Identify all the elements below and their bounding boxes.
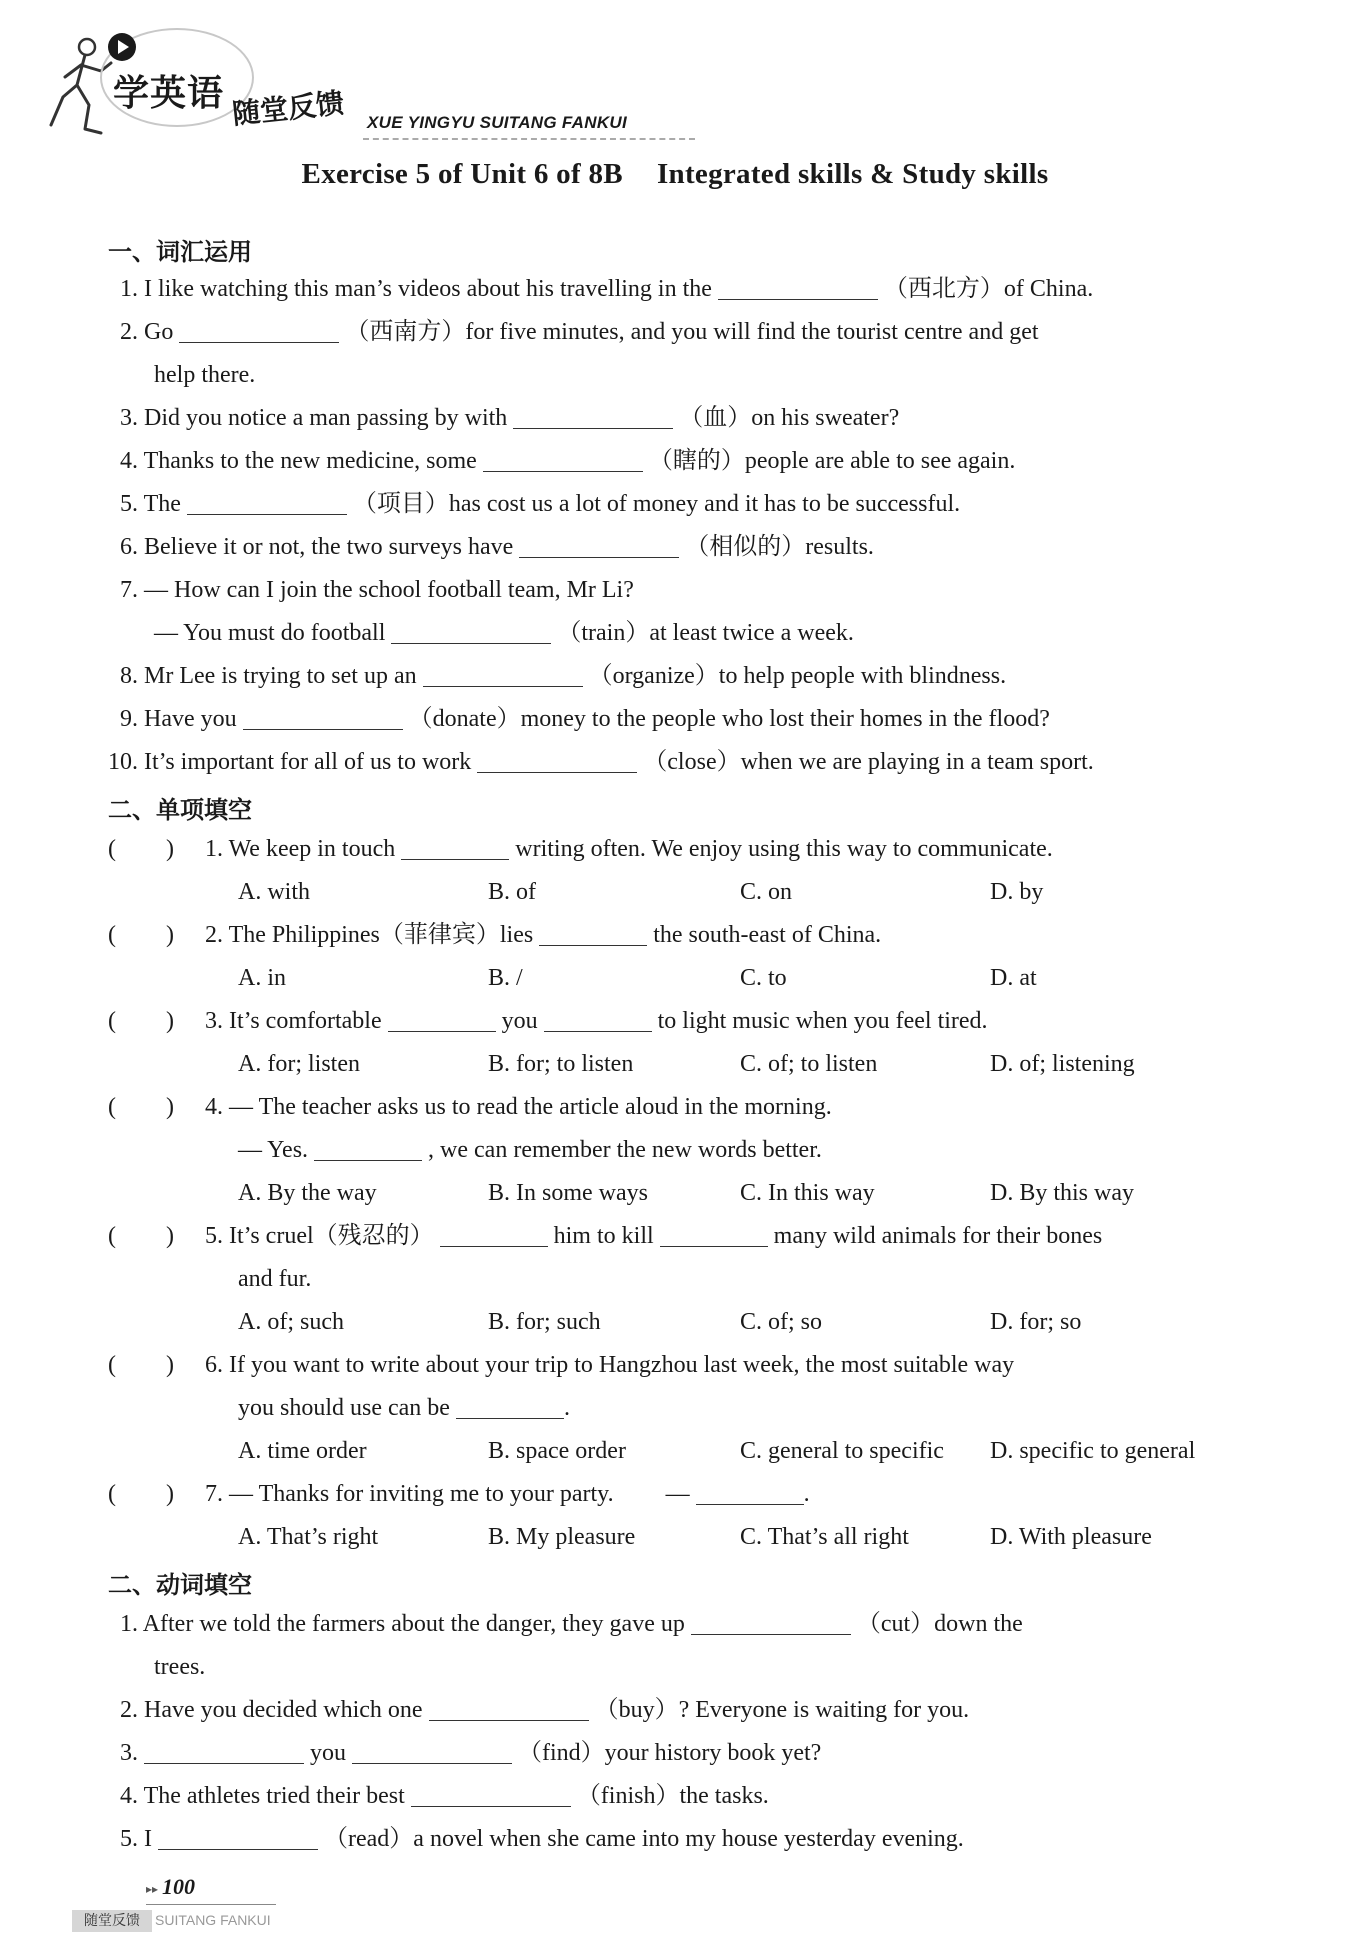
question-text: . xyxy=(563,1395,570,1421)
question-text: him to kill xyxy=(553,1223,654,1249)
option-d[interactable]: D. of; listening xyxy=(990,1051,1135,1077)
item-number: 5. xyxy=(120,491,138,517)
option-a[interactable]: A. time order xyxy=(238,1438,367,1464)
answer-blank[interactable] xyxy=(539,921,647,946)
question-text: the south-east of China. xyxy=(653,922,882,948)
answer-blank[interactable] xyxy=(440,1222,548,1247)
answer-blank[interactable] xyxy=(660,1222,768,1247)
answer-blank[interactable] xyxy=(314,1136,422,1161)
item-text: （西南方）for five minutes, and you will find the tourist centre and get xyxy=(345,319,1039,345)
mc-question-6: 6. If you want to write about your trip to Hangzhou last week, the most suitable way xyxy=(205,1352,1015,1378)
answer-blank[interactable] xyxy=(456,1394,564,1419)
option-d[interactable]: D. by xyxy=(990,879,1044,905)
verb-item-2 xyxy=(120,1693,969,1727)
vocab-item-3 xyxy=(120,401,899,435)
mc-question-7 xyxy=(205,1477,810,1511)
item-text: （find）your history book yet? xyxy=(518,1740,822,1766)
footer-badge: 随堂反馈 xyxy=(72,1910,152,1932)
answer-bracket[interactable]: ( ) xyxy=(108,1223,174,1249)
option-a[interactable]: A. That’s right xyxy=(238,1524,379,1550)
question-text: 5. It’s cruel（残忍的） xyxy=(205,1223,434,1249)
mc-question-5-continuation: and fur. xyxy=(238,1266,312,1292)
section-heading-verb-fill: 二、动词填空 xyxy=(108,1571,252,1599)
vocab-item-2 xyxy=(120,315,1039,349)
option-a[interactable]: A. in xyxy=(238,965,286,991)
option-c[interactable]: C. of; so xyxy=(740,1309,823,1335)
option-b[interactable]: B. for; such xyxy=(488,1309,601,1335)
answer-blank[interactable] xyxy=(243,705,403,730)
answer-blank[interactable] xyxy=(391,619,551,644)
item-text: After we told the farmers about the danger, they gave up xyxy=(142,1611,685,1637)
item-text: I xyxy=(144,1826,152,1852)
answer-blank[interactable] xyxy=(718,275,878,300)
option-a[interactable]: A. By the way xyxy=(238,1180,377,1206)
option-a[interactable]: A. for; listen xyxy=(238,1051,360,1077)
option-b[interactable]: B. My pleasure xyxy=(488,1524,636,1550)
mc-question-4: 4. — The teacher asks us to read the article aloud in the morning. xyxy=(205,1094,832,1120)
item-text: Go xyxy=(144,319,174,345)
item-number: 10. xyxy=(108,749,138,775)
item-number: 9. xyxy=(120,706,138,732)
option-d[interactable]: D. at xyxy=(990,965,1037,991)
item-text: （西北方）of China. xyxy=(883,276,1094,302)
option-c[interactable]: C. to xyxy=(740,965,787,991)
mc-question-3 xyxy=(205,1004,988,1038)
item-text: Thanks to the new medicine, some xyxy=(143,448,477,474)
question-text: — xyxy=(665,1481,690,1507)
option-d[interactable]: D. By this way xyxy=(990,1180,1134,1206)
option-a[interactable]: A. with xyxy=(238,879,310,905)
mc-question-2 xyxy=(205,918,881,952)
item-text: （瞎的）people are able to see again. xyxy=(648,448,1016,474)
option-c[interactable]: C. on xyxy=(740,879,793,905)
answer-bracket[interactable]: ( ) xyxy=(108,836,174,862)
option-b[interactable]: B. space order xyxy=(488,1438,626,1464)
double-arrow-icon: ▸▸ xyxy=(146,1882,159,1896)
mc-question-4-reply xyxy=(238,1133,822,1167)
item-number: 7. xyxy=(120,577,138,603)
item-text: you xyxy=(310,1740,346,1766)
option-b[interactable]: B. for; to listen xyxy=(488,1051,634,1077)
header-cn-subtitle: 随堂反馈 xyxy=(230,86,346,131)
title-part-1: Exercise 5 of Unit 6 of 8B xyxy=(301,158,623,190)
answer-bracket[interactable]: ( ) xyxy=(108,1352,174,1378)
item-text: — You must do football xyxy=(154,620,386,646)
question-text: to light music when you feel tired. xyxy=(657,1008,988,1034)
answer-blank[interactable] xyxy=(179,318,339,343)
item-number: 3. xyxy=(120,1740,138,1766)
item-text: The xyxy=(143,491,181,517)
item-number: 5. xyxy=(120,1826,138,1852)
question-text: many wild animals for their bones xyxy=(773,1223,1103,1249)
item-number: 6. xyxy=(120,534,138,560)
item-number: 3. xyxy=(120,405,138,431)
answer-blank[interactable] xyxy=(411,1782,571,1807)
answer-blank[interactable] xyxy=(513,404,673,429)
item-text: （血）on his sweater? xyxy=(679,405,900,431)
question-text: you should use can be xyxy=(238,1395,450,1421)
answer-blank[interactable] xyxy=(696,1480,804,1505)
answer-blank[interactable] xyxy=(544,1007,652,1032)
vocab-item-8 xyxy=(120,659,1006,693)
item-number: 1. xyxy=(120,1611,138,1637)
item-text: Have you decided which one xyxy=(144,1697,423,1723)
item-text: Mr Lee is trying to set up an xyxy=(144,663,417,689)
answer-blank[interactable] xyxy=(429,1696,589,1721)
item-number: 1. xyxy=(120,276,138,302)
question-text: 2. The Philippines（菲律宾）lies xyxy=(205,922,534,948)
question-text: . xyxy=(803,1481,810,1507)
verb-item-3 xyxy=(120,1736,821,1770)
mc-question-6-continuation xyxy=(238,1391,570,1425)
answer-bracket[interactable]: ( ) xyxy=(108,1481,174,1507)
page-title xyxy=(0,158,1350,191)
vocab-item-9 xyxy=(120,702,1050,736)
vocab-item-10 xyxy=(108,745,1094,779)
item-text: （train）at least twice a week. xyxy=(557,620,854,646)
item-text: The athletes tried their best xyxy=(143,1783,405,1809)
item-text: Have you xyxy=(144,706,237,732)
header-divider xyxy=(363,138,695,140)
mc-question-5 xyxy=(205,1219,1102,1253)
option-c[interactable]: C. That’s all right xyxy=(740,1524,909,1550)
answer-blank[interactable] xyxy=(423,662,583,687)
option-d[interactable]: D. specific to general xyxy=(990,1438,1196,1464)
section-heading-vocabulary: 一、词汇运用 xyxy=(108,238,252,266)
item-text: （donate）money to the people who lost their homes in the flood? xyxy=(408,706,1050,732)
answer-blank[interactable] xyxy=(352,1739,512,1764)
option-c[interactable]: C. of; to listen xyxy=(740,1051,878,1077)
section-heading-multiple-choice: 二、单项填空 xyxy=(108,796,252,824)
answer-blank[interactable] xyxy=(483,447,643,472)
question-text: writing often. We enjoy using this way to communicate. xyxy=(515,836,1053,862)
answer-blank[interactable] xyxy=(691,1610,851,1635)
item-text: It’s important for all of us to work xyxy=(144,749,472,775)
header-en-subtitle: XUE YINGYU SUITANG FANKUI xyxy=(367,113,628,132)
item-text: Did you notice a man passing by with xyxy=(144,405,508,431)
answer-bracket[interactable]: ( ) xyxy=(108,922,174,948)
option-d[interactable]: D. With pleasure xyxy=(990,1524,1152,1550)
title-part-2: Integrated skills & Study skills xyxy=(656,158,1049,190)
vocab-item-4 xyxy=(120,444,1015,478)
item-number: 4. xyxy=(120,448,138,474)
question-text: — Yes. xyxy=(238,1137,309,1163)
verb-item-4 xyxy=(120,1779,769,1813)
answer-blank[interactable] xyxy=(187,490,347,515)
vocab-item-1 xyxy=(120,272,1093,306)
item-text: （organize）to help people with blindness. xyxy=(588,663,1007,689)
option-b[interactable]: B. of xyxy=(488,879,536,905)
vocab-item-2-continuation: help there. xyxy=(154,362,256,388)
question-text: you xyxy=(501,1008,538,1034)
item-number: 8. xyxy=(120,663,138,689)
answer-blank[interactable] xyxy=(519,533,679,558)
item-text: （finish）the tasks. xyxy=(576,1783,769,1809)
item-text: （项目）has cost us a lot of money and it has to be successful. xyxy=(352,491,961,517)
verb-item-1 xyxy=(120,1607,1023,1641)
item-text: （close）when we are playing in a team sport. xyxy=(643,749,1094,775)
question-text: , we can remember the new words better. xyxy=(428,1137,822,1163)
answer-blank[interactable] xyxy=(158,1825,318,1850)
option-c[interactable]: C. In this way xyxy=(740,1180,875,1206)
footer-en-label: SUITANG FANKUI xyxy=(155,1912,271,1928)
item-text: （read）a novel when she came into my house yesterday evening. xyxy=(324,1826,964,1852)
option-a[interactable]: A. of; such xyxy=(238,1309,344,1335)
item-text: — How can I join the school football team, Mr Li? xyxy=(144,577,634,603)
item-text: （相似的）results. xyxy=(685,534,874,560)
item-text: I like watching this man’s videos about his travelling in the xyxy=(144,276,712,302)
option-d[interactable]: D. for; so xyxy=(990,1309,1082,1335)
page-number: 100 xyxy=(162,1874,195,1899)
item-number: 2. xyxy=(120,319,138,345)
question-text: 7. — Thanks for inviting me to your party. xyxy=(205,1481,614,1507)
header-logo xyxy=(45,25,655,135)
option-b[interactable]: B. / xyxy=(488,965,523,991)
answer-bracket[interactable]: ( ) xyxy=(108,1008,174,1034)
verb-item-1-continuation: trees. xyxy=(154,1654,206,1680)
vocab-item-7-reply xyxy=(154,616,854,650)
option-c[interactable]: C. general to specific xyxy=(740,1438,944,1464)
item-number: 2. xyxy=(120,1697,138,1723)
header-cn-title: 学英语 xyxy=(113,73,225,114)
answer-blank[interactable] xyxy=(144,1739,304,1764)
answer-blank[interactable] xyxy=(477,748,637,773)
answer-blank[interactable] xyxy=(388,1007,496,1032)
mc-question-1 xyxy=(205,832,1053,866)
vocab-item-5 xyxy=(120,487,960,521)
option-b[interactable]: B. In some ways xyxy=(488,1180,648,1206)
vocab-item-6 xyxy=(120,530,874,564)
answer-bracket[interactable]: ( ) xyxy=(108,1094,174,1120)
footer-divider xyxy=(146,1904,276,1905)
item-number: 4. xyxy=(120,1783,138,1809)
item-text: Believe it or not, the two surveys have xyxy=(144,534,514,560)
answer-blank[interactable] xyxy=(401,835,509,860)
play-icon xyxy=(108,33,136,61)
vocab-item-7 xyxy=(120,573,634,607)
item-text: （cut）down the xyxy=(856,1611,1023,1637)
question-text: 1. We keep in touch xyxy=(205,836,396,862)
verb-item-5 xyxy=(120,1822,964,1856)
question-text: 3. It’s comfortable xyxy=(205,1008,382,1034)
item-text: （buy）? Everyone is waiting for you. xyxy=(594,1697,970,1723)
